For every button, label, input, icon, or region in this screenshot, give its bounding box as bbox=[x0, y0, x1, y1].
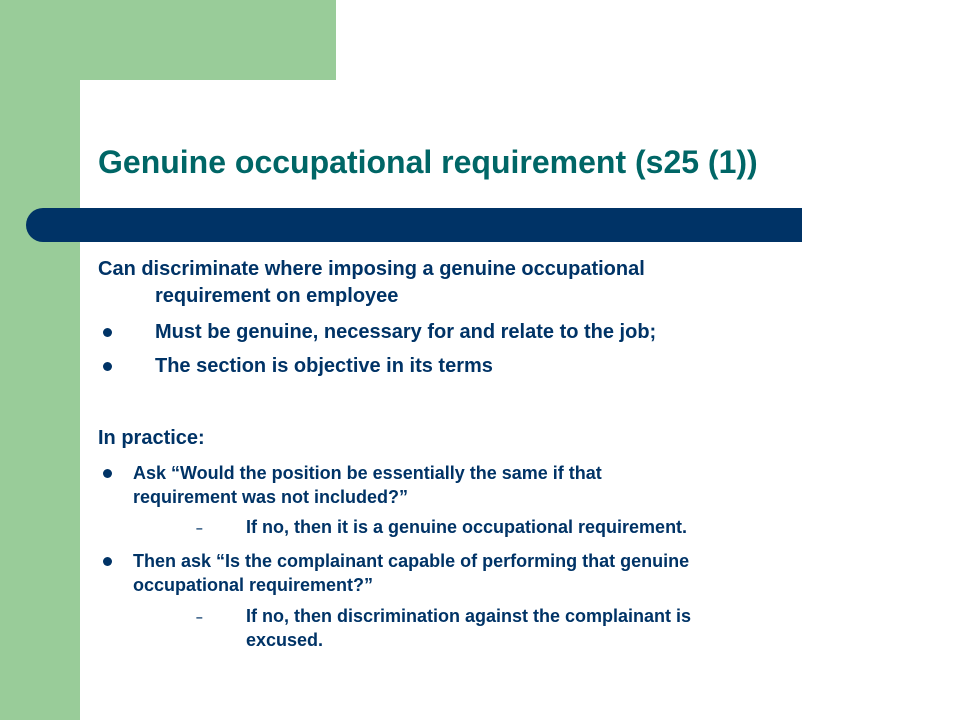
slide-title: Genuine occupational requirement (s25 (1)) bbox=[98, 144, 758, 180]
bullet-marker bbox=[103, 469, 112, 478]
bullet-marker bbox=[103, 328, 112, 337]
bullet-must-be-genuine: Must be genuine, necessary for and relate to the job; bbox=[155, 321, 657, 343]
sub-point-dash: – bbox=[196, 610, 203, 624]
point-1-line-1: Ask “Would the position be essentially the same if that bbox=[133, 463, 602, 483]
point-2-sub-line-1: If no, then discrimination against the complainant is bbox=[246, 606, 692, 626]
bullet-marker bbox=[103, 557, 112, 566]
intro-line-2: requirement on employee bbox=[155, 285, 399, 307]
sub-point-dash: – bbox=[196, 521, 203, 535]
intro-line-1: Can discriminate where imposing a genuine occupational bbox=[98, 258, 645, 280]
point-1-line-2: requirement was not included?” bbox=[133, 487, 409, 507]
point-2-sub-line-2: excused. bbox=[246, 630, 324, 650]
point-2-line-2: occupational requirement?” bbox=[133, 575, 374, 595]
practice-heading: In practice: bbox=[98, 427, 205, 449]
point-1-sub: If no, then it is a genuine occupational requirement. bbox=[246, 517, 688, 537]
bullet-objective-terms: The section is objective in its terms bbox=[155, 355, 493, 377]
bullet-marker bbox=[103, 362, 112, 371]
point-2-line-1: Then ask “Is the complainant capable of performing that genuine bbox=[133, 551, 690, 571]
